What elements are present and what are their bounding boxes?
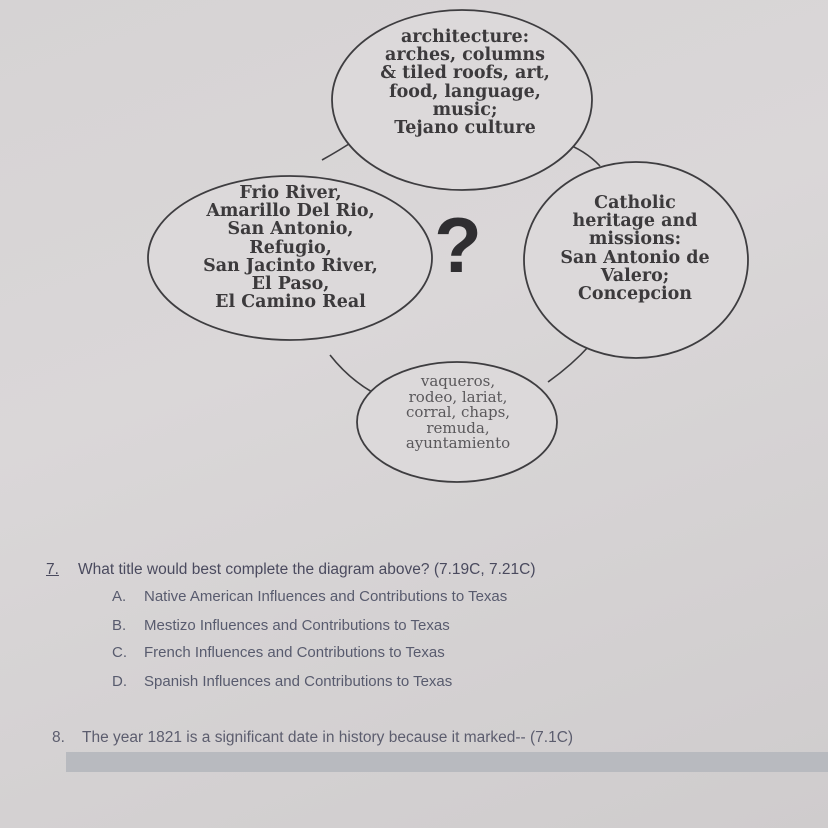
left-bubble-text: Frio River, Amarillo Del Rio, San Antonio, Refugio, San Jacinto River, El Paso, El Camino Real: [203, 183, 378, 313]
option-text: Spanish Influences and Contributions to Texas: [144, 673, 453, 690]
connector-arc-bottom-right: [548, 345, 590, 382]
option-text: French Influences and Contributions to Texas: [144, 644, 445, 661]
bottom-bubble-text: vaqueros, rodeo, lariat, corral, chaps, remuda, ayuntamiento: [405, 372, 511, 453]
highlight-bar: [66, 752, 828, 772]
question-number: 7.: [46, 561, 59, 578]
option-letter: C.: [112, 644, 127, 661]
question-prompt: What title would best complete the diagram above? (7.19C, 7.21C): [78, 561, 536, 578]
question-number: 8.: [52, 729, 65, 746]
question-prompt: The year 1821 is a significant date in history because it marked-- (7.1C): [82, 729, 574, 746]
option-text: Native American Influences and Contributions to Texas: [144, 588, 508, 605]
option-text: Mestizo Influences and Contributions to Texas: [144, 617, 450, 634]
top-bubble-text: architecture: arches, columns & tiled roofs, art, food, language, music; Tejano culture: [380, 27, 550, 138]
question-7: [46, 561, 536, 579]
option-letter: D.: [112, 673, 127, 690]
answer-option-c[interactable]: [112, 644, 445, 661]
answer-option-a[interactable]: [112, 588, 507, 605]
right-bubble-text: Catholic heritage and missions: San Antonio de Valero; Concepcion: [560, 193, 710, 304]
question-mark-center: ?: [434, 201, 482, 289]
connector-arc-bottom-left: [330, 355, 372, 392]
option-letter: B.: [112, 617, 127, 634]
option-letter: A.: [112, 588, 127, 605]
question-8: [52, 729, 573, 747]
answer-option-d[interactable]: [112, 673, 452, 690]
answer-option-b[interactable]: [112, 617, 450, 634]
